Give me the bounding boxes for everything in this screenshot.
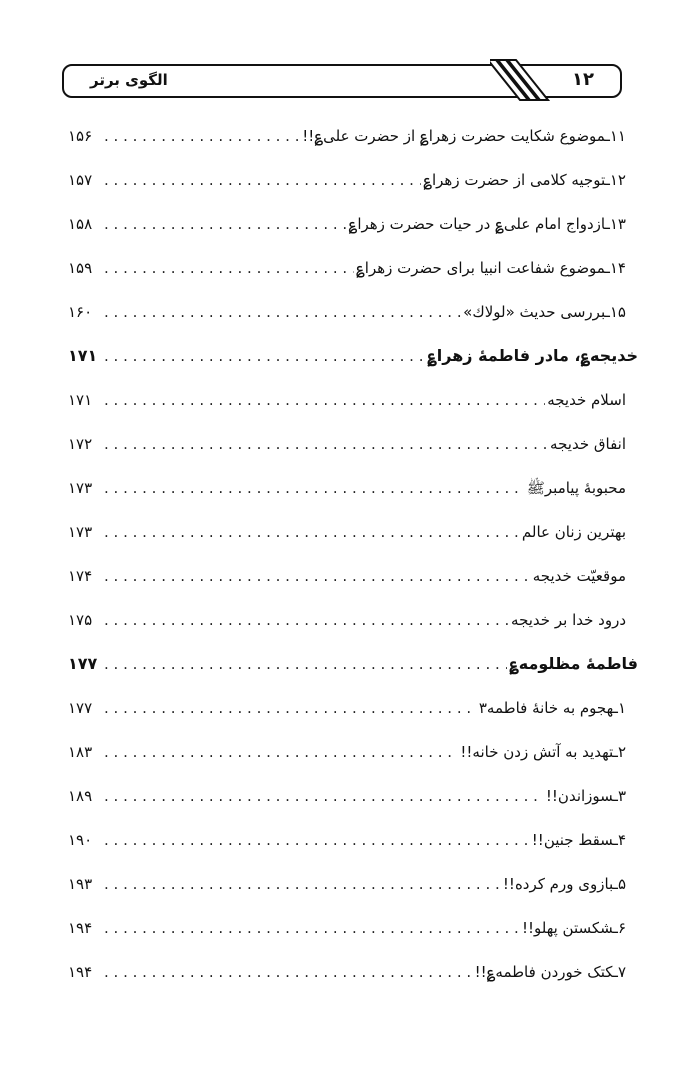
toc-entry[interactable] — [68, 560, 638, 604]
entry-title: ۱ـهجوم به خانهٔ فاطمه۳ — [478, 699, 626, 717]
dot-leader — [104, 956, 473, 988]
dot-leader — [104, 516, 520, 548]
entry-page-number: ۱۷۲ — [68, 435, 93, 453]
entry-page-number: ۱۷۱ — [68, 391, 93, 409]
entry-title: ۳ـسوزاندن!! — [545, 787, 626, 805]
entry-title: ۲ـتهدید به آتش زدن خانه!! — [460, 743, 626, 761]
entry-title: انفاق خدیجه — [550, 435, 626, 453]
dot-leader — [104, 340, 425, 372]
entry-page-number: ۱۵۷ — [68, 171, 93, 189]
entry-page-number: ۱۷۳ — [68, 479, 93, 497]
entry-title: ۱۴ـموضوع شفاعت انبیا برای حضرت زهرا؏ — [355, 259, 626, 277]
entry-title: ۶ـشکستن پهلو!! — [521, 919, 626, 937]
entry-page-number: ۱۸۹ — [68, 787, 93, 805]
book-title: الگوی برتر — [90, 71, 168, 89]
running-header — [62, 64, 622, 98]
entry-title: ۱۳ـازدواج امام علی؏ در حیات حضرت زهرا؏ — [348, 215, 626, 233]
dot-leader — [104, 384, 545, 416]
dot-leader — [104, 120, 300, 152]
entry-title: ۱۱ـموضوع شکایت حضرت زهرا؏ از حضرت علی؏!! — [302, 127, 626, 145]
entry-page-number: ۱۷۴ — [68, 567, 93, 585]
entry-title: ۱۵ـبررسی حدیث «لولاك» — [463, 303, 626, 321]
toc-entry[interactable] — [68, 692, 638, 736]
toc-entry[interactable] — [68, 120, 638, 164]
toc-entry[interactable] — [68, 164, 638, 208]
entry-page-number: ۱۷۱ — [68, 346, 98, 365]
toc-entry[interactable] — [68, 428, 638, 472]
toc-chapter-entry[interactable] — [68, 648, 638, 692]
dot-leader — [104, 208, 347, 240]
page-number: ۱۲ — [572, 69, 594, 90]
entry-page-number: ۱۹۴ — [68, 919, 93, 937]
entry-page-number: ۱۵۸ — [68, 215, 93, 233]
toc-entry[interactable] — [68, 516, 638, 560]
entry-page-number: ۱۶۰ — [68, 303, 93, 321]
entry-page-number: ۱۷۵ — [68, 611, 93, 629]
entry-title: ۷ـکتک خوردن فاطمه؏!! — [474, 963, 626, 981]
dot-leader — [104, 912, 520, 944]
dot-leader — [104, 428, 548, 460]
entry-page-number: ۱۷۳ — [68, 523, 93, 541]
toc-entry[interactable] — [68, 736, 638, 780]
toc-entry[interactable] — [68, 780, 638, 824]
table-of-contents — [68, 120, 638, 1000]
entry-page-number: ۱۸۳ — [68, 743, 93, 761]
toc-entry[interactable] — [68, 604, 638, 648]
toc-entry[interactable] — [68, 956, 638, 1000]
entry-page-number: ۱۷۷ — [68, 654, 98, 673]
dot-leader — [104, 780, 544, 812]
entry-title: خدیجه؏، مادر فاطمهٔ زهرا؏ — [427, 346, 638, 365]
toc-entry[interactable] — [68, 384, 638, 428]
entry-page-number: ۱۹۰ — [68, 831, 93, 849]
entry-page-number: ۱۵۶ — [68, 127, 93, 145]
entry-page-number: ۱۷۷ — [68, 699, 93, 717]
toc-entry[interactable] — [68, 824, 638, 868]
dot-leader — [104, 736, 458, 768]
entry-title: محبوبهٔ پیامبرﷺ — [526, 479, 626, 497]
decorative-stripes-icon — [490, 56, 550, 108]
entry-title: موقعیّت خدیجه — [532, 567, 626, 585]
dot-leader — [104, 868, 501, 900]
dot-leader — [104, 472, 525, 504]
toc-entry[interactable] — [68, 912, 638, 956]
entry-title: ۵ـبازوی ورم کرده!! — [502, 875, 626, 893]
dot-leader — [104, 252, 354, 284]
entry-title: ۴ـسقط جنین!! — [531, 831, 626, 849]
entry-title: بهترین زنان عالم — [521, 523, 626, 541]
dot-leader — [104, 648, 507, 680]
toc-entry[interactable] — [68, 296, 638, 340]
dot-leader — [104, 164, 421, 196]
dot-leader — [104, 296, 461, 328]
entry-title: درود خدا بر خدیجه — [511, 611, 626, 629]
toc-entry[interactable] — [68, 208, 638, 252]
dot-leader — [104, 604, 509, 636]
entry-page-number: ۱۹۳ — [68, 875, 93, 893]
toc-entry[interactable] — [68, 252, 638, 296]
dot-leader — [104, 560, 531, 592]
entry-page-number: ۱۵۹ — [68, 259, 93, 277]
toc-entry[interactable] — [68, 868, 638, 912]
entry-title: ۱۲ـتوجیه کلامی از حضرت زهرا؏ — [423, 171, 626, 189]
entry-title: فاطمهٔ مظلومه؏ — [509, 654, 638, 673]
dot-leader — [104, 692, 477, 724]
toc-chapter-entry[interactable] — [68, 340, 638, 384]
entry-page-number: ۱۹۴ — [68, 963, 93, 981]
entry-title: اسلام خدیجه — [547, 391, 626, 409]
dot-leader — [104, 824, 530, 856]
toc-entry[interactable] — [68, 472, 638, 516]
